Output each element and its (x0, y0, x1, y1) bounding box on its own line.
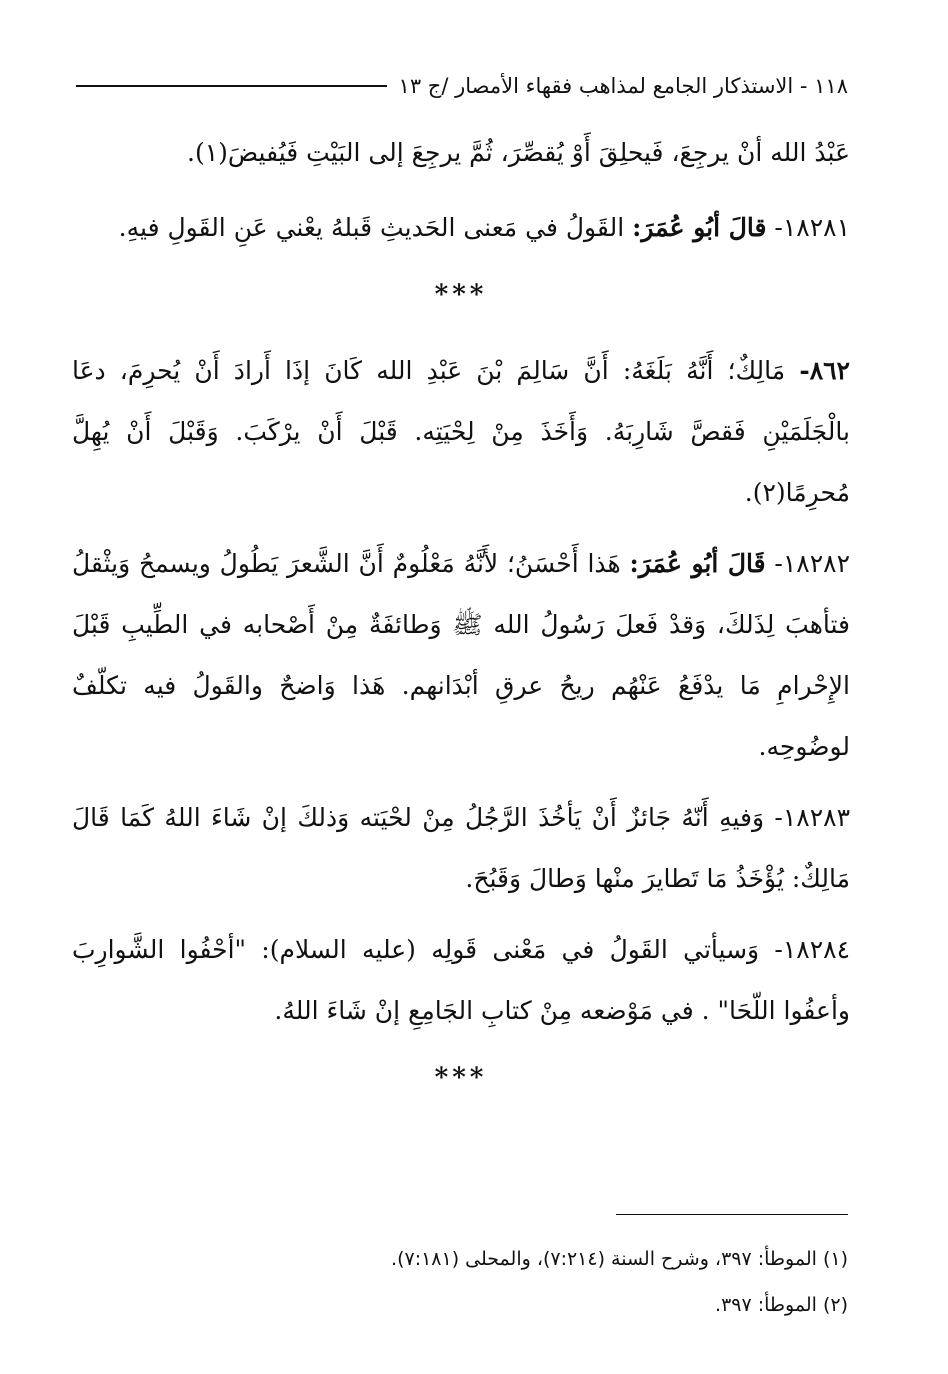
running-header (76, 66, 848, 106)
paragraph-continuation (72, 122, 850, 183)
header-rule (76, 85, 387, 87)
paragraph-text: القَولُ في مَعنى الحَديثِ قَبلهُ يعْني عَنِ القَولِ فيهِ. (118, 213, 625, 242)
main-text (72, 122, 850, 1123)
paragraph-862 (72, 340, 850, 523)
paragraph-text: وَسيأتي القَولُ في مَعْنى قَولِه (عليه السلام): "أحْفُوا الشَّوارِبَ وأعفُوا اللّحَا" . في مَوْضعه مِنْ كتابِ الجَامِعِ إنْ شَاءَ اللهُ. (72, 935, 850, 1025)
paragraph-text: وَفيهِ أَنّهُ جَائزٌ أَنْ يَأخُذَ الرَّجُلُ مِنْ لحْيَته وَذلكَ إنْ شَاءَ اللهُ كَمَا قَالَ مَالِكٌ: يُؤْخَذُ مَا تَطايرَ منْها وَطالَ وَقَبُحَ. (72, 803, 850, 893)
footnote-2: (٢) الموطأ: ٣٩٧. (715, 1294, 848, 1316)
section-separator: *** (434, 1063, 488, 1093)
paragraph-lead: قالَ أبُو عُمَرَ: (632, 213, 767, 242)
paragraph-number: ١٨٢٨٣- (774, 803, 850, 832)
paragraph-number: ١٨٢٨٢- (774, 549, 850, 578)
paragraph-18284 (72, 919, 850, 1041)
running-head-text: ١١٨ - الاستذكار الجامع لمذاهب فقهاء الأمصار /ج ١٣ (398, 74, 848, 98)
footnotes (72, 1236, 848, 1328)
paragraph-text: عَبْدُ الله أنْ يرجِعَ، فَيحلِقَ أَوْ يُقصِّرَ، ثُمَّ يرجِعَ إلى البَيْتِ فَيُفيضَ(١). (187, 138, 850, 167)
paragraph-text: مَالِكٌ؛ أَنَّهُ بَلَغَهُ: أَنَّ سَالِمَ بْنَ عَبْدِ الله كَانَ إذَا أَرادَ أَنْ يُحرِمَ، دعَا بالْجَلَمَيْنِ فَقصَّ شَارِبَهُ. وَأَخَذَ مِنْ لِحْيَتِه. قَبْلَ أَنْ يرْكَبَ. وَقَبْلَ أَنْ يُهِلَّ مُحرِمًا(٢). (72, 356, 850, 507)
paragraph-lead: قَالَ أبُو عُمَرَ: (629, 549, 766, 578)
paragraph-number: ٨٦٢- (799, 356, 850, 385)
paragraph-18282 (72, 533, 850, 777)
paragraph-18281 (72, 197, 850, 258)
footnote-rule (616, 1214, 848, 1215)
paragraph-number: ١٨٢٨٤- (774, 935, 851, 964)
paragraph-18283 (72, 787, 850, 909)
paragraph-text: هَذا أَحْسَنُ؛ لأَنَّهُ مَعْلُومٌ أَنَّ الشَّعرَ يَطُولُ ويسمحُ وَيثْقلُ فتأهبَ لِذَلكَ، وَقدْ فَعلَ رَسُولُ الله ﷺ وَطائفَةٌ مِنْ أَصْحابه في الطِّيبِ قَبْلَ الإِحْرامِ مَا يدْفَعُ عَنْهُم ريحُ عرقِ أبْدَانهم. هَذا وَاضحٌ والقَولُ فيه تكلّفٌ لوضُوحِه. (72, 549, 850, 761)
section-separator: *** (434, 280, 488, 310)
paragraph-number: ١٨٢٨١- (774, 213, 850, 242)
footnote-1: (١) الموطأ: ٣٩٧، وشرح السنة (٧:٢١٤)، والمحلى (٧:١٨١). (391, 1248, 848, 1270)
